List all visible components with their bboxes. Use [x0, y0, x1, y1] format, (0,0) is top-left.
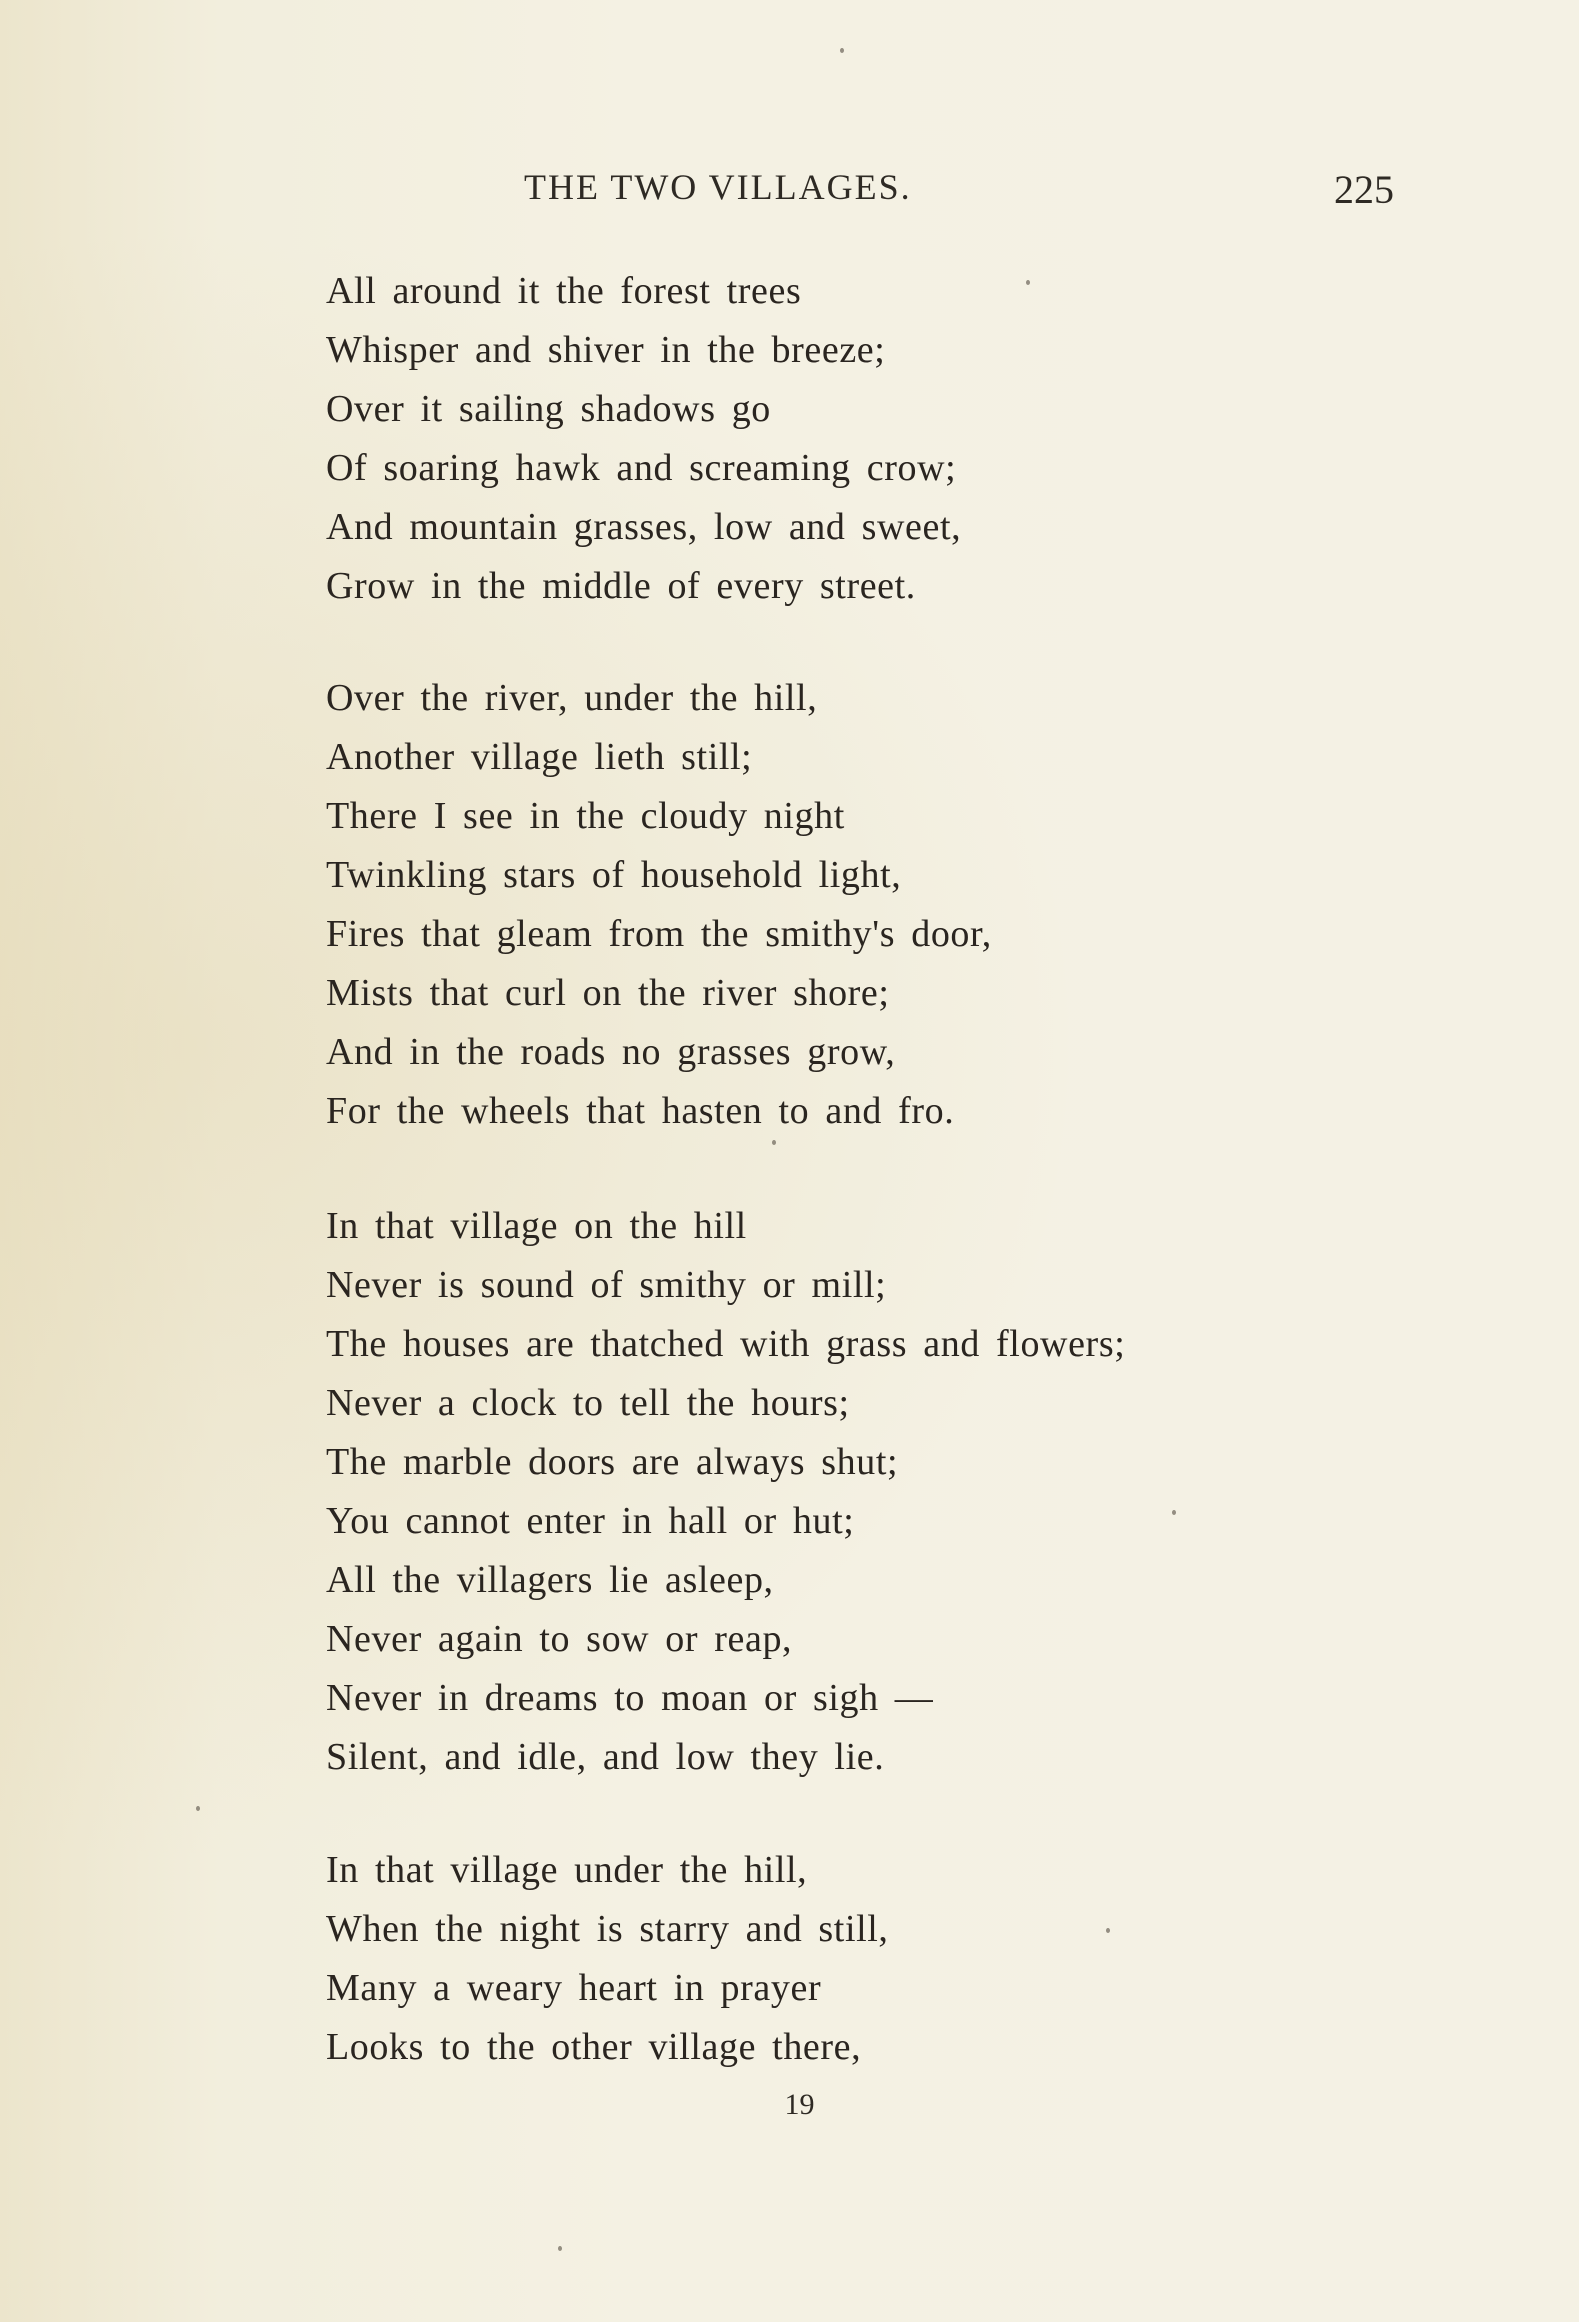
running-head	[0, 166, 1579, 216]
poem-line: And in the roads no grasses grow,	[326, 1031, 896, 1073]
paper-speck	[558, 2246, 562, 2251]
page-number: 225	[1334, 167, 1394, 212]
poem-line: Whisper and shiver in the breeze;	[326, 329, 886, 371]
poem-line: Silent, and idle, and low they lie.	[326, 1736, 885, 1778]
poem-line: All around it the forest trees	[326, 270, 802, 312]
stanza-break	[326, 1787, 1426, 1841]
poem-body	[326, 262, 1426, 2077]
poem-line: The marble doors are always shut;	[326, 1441, 899, 1483]
poem-line: Over the river, under the hill,	[326, 677, 818, 719]
stanza-break	[326, 1141, 1426, 1197]
poem-line: Of soaring hawk and screaming crow;	[326, 447, 957, 489]
poem-line: Never again to sow or reap,	[326, 1618, 793, 1660]
paper-speck	[840, 48, 844, 53]
poem-line: Never in dreams to moan or sigh —	[326, 1677, 934, 1719]
paper-speck	[1106, 1928, 1110, 1933]
stanza-2	[326, 669, 1426, 1141]
running-head-title: THE TWO VILLAGES.	[524, 167, 912, 207]
poem-line: In that village under the hill,	[326, 1849, 808, 1891]
poem-line: And mountain grasses, low and sweet,	[326, 506, 962, 548]
paper-speck	[1026, 280, 1030, 285]
poem-line: Fires that gleam from the smithy's door,	[326, 913, 992, 955]
poem-line: Never a clock to tell the hours;	[326, 1382, 850, 1424]
poem-line: Twinkling stars of household light,	[326, 854, 902, 896]
paper-speck	[196, 1806, 200, 1811]
poem-line: Grow in the middle of every street.	[326, 565, 916, 607]
poem-line: Mists that curl on the river shore;	[326, 972, 890, 1014]
poem-line: All the villagers lie asleep,	[326, 1559, 774, 1601]
poem-line: Many a weary heart in prayer	[326, 1967, 822, 2009]
poem-line: You cannot enter in hall or hut;	[326, 1500, 855, 1542]
printer-signature-mark: 19	[784, 2088, 815, 2121]
poem-line: Looks to the other village there,	[326, 2026, 862, 2068]
poem-line: For the wheels that hasten to and fro.	[326, 1090, 955, 1132]
poem-line: Never is sound of smithy or mill;	[326, 1264, 887, 1306]
poem-line: There I see in the cloudy night	[326, 795, 845, 837]
stanza-break	[326, 616, 1426, 669]
paper-speck	[1172, 1510, 1176, 1515]
paper-speck	[772, 1140, 776, 1145]
stanza-3	[326, 1197, 1426, 1787]
stanza-4	[326, 1841, 1426, 2077]
poem-line: Another village lieth still;	[326, 736, 753, 778]
stanza-1	[326, 262, 1426, 616]
poem-line: When the night is starry and still,	[326, 1908, 889, 1950]
poem-line: In that village on the hill	[326, 1205, 747, 1247]
poem-line: The houses are thatched with grass and flowers;	[326, 1323, 1126, 1365]
poem-line: Over it sailing shadows go	[326, 388, 771, 430]
